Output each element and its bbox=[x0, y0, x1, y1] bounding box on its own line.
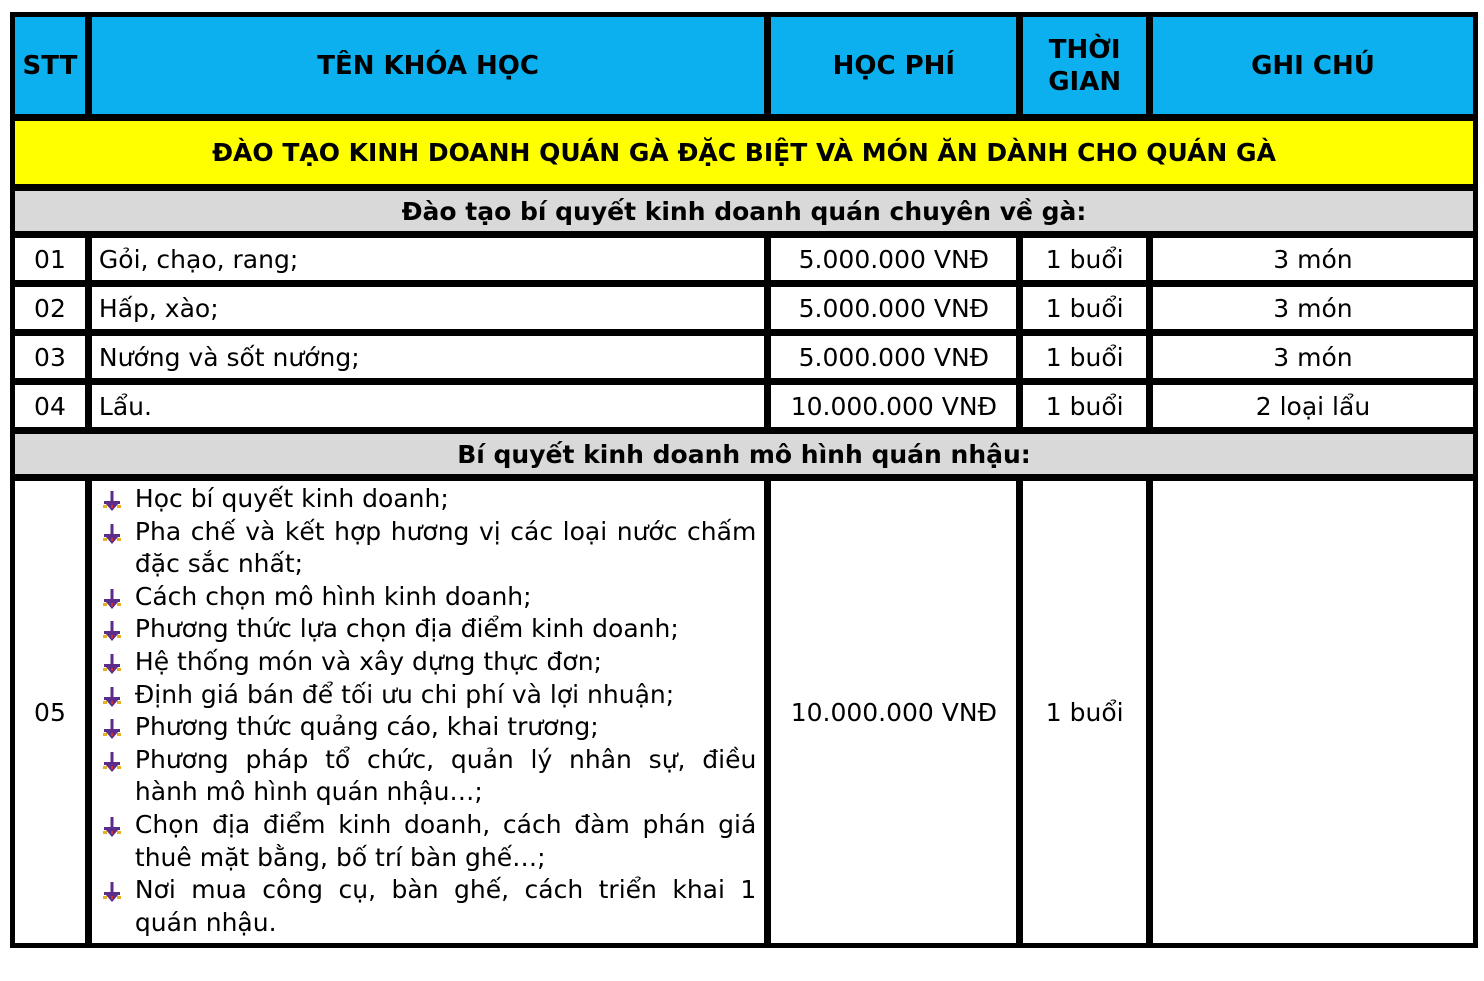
header-fee: HỌC PHÍ bbox=[769, 15, 1018, 116]
header-time-line1: THỜI bbox=[1048, 34, 1121, 65]
row-course-name: Hấp, xào; bbox=[90, 285, 766, 331]
list-item bbox=[99, 646, 756, 679]
list-item-text: Phương pháp tổ chức, quản lý nhân sự, điều hành mô hình quán nhậu…; bbox=[134, 744, 757, 807]
row-note: 3 món bbox=[1151, 285, 1475, 331]
row-stt: 04 bbox=[13, 383, 87, 429]
table-row bbox=[13, 383, 1475, 429]
list-item-text: Cách chọn mô hình kinh doanh; bbox=[134, 581, 532, 611]
list-item bbox=[99, 679, 756, 712]
list-item-text: Học bí quyết kinh doanh; bbox=[134, 484, 449, 513]
row-stt: 03 bbox=[13, 334, 87, 380]
header-note: GHI CHÚ bbox=[1151, 15, 1475, 116]
down-arrow-bullet-icon bbox=[101, 881, 123, 903]
list-item bbox=[99, 874, 756, 939]
row-time: 1 buổi bbox=[1021, 236, 1148, 282]
down-arrow-bullet-icon bbox=[101, 751, 123, 773]
list-item-text: Phương thức lựa chọn địa điểm kinh doanh; bbox=[134, 614, 679, 644]
course-fee-table-container bbox=[10, 12, 1478, 948]
section2-heading-row bbox=[13, 432, 1475, 476]
table-row bbox=[13, 285, 1475, 331]
header-course-name: TÊN KHÓA HỌC bbox=[90, 15, 766, 116]
row-course-name: Lẩu. bbox=[90, 383, 766, 429]
list-item-text: Pha chế và kết hợp hương vị các loại nước chấm đặc sắc nhất; bbox=[134, 516, 757, 579]
course-fee-table bbox=[10, 12, 1478, 948]
section2-heading: Bí quyết kinh doanh mô hình quán nhậu: bbox=[13, 432, 1475, 476]
row-fee: 10.000.000 VNĐ bbox=[769, 383, 1018, 429]
row-note: 3 món bbox=[1151, 236, 1475, 282]
row-fee: 5.000.000 VNĐ bbox=[769, 285, 1018, 331]
down-arrow-bullet-icon bbox=[101, 816, 123, 838]
header-time bbox=[1021, 15, 1148, 116]
row-time: 1 buổi bbox=[1021, 383, 1148, 429]
course-content-list bbox=[92, 481, 764, 943]
list-item-text: Chọn địa điểm kinh doanh, cách đàm phán giá thuê mặt bằng, bố trí bàn ghế…; bbox=[134, 809, 757, 872]
row-time: 1 buổi bbox=[1021, 285, 1148, 331]
list-item bbox=[99, 581, 756, 614]
list-item bbox=[99, 516, 756, 581]
row-fee: 10.000.000 VNĐ bbox=[769, 479, 1018, 945]
list-item bbox=[99, 483, 756, 516]
down-arrow-bullet-icon bbox=[101, 588, 123, 610]
row-course-name: Gỏi, chạo, rang; bbox=[90, 236, 766, 282]
list-item-text: Định giá bán để tối ưu chi phí và lợi nhuận; bbox=[134, 679, 675, 709]
row-note bbox=[1151, 479, 1475, 945]
row-note: 2 loại lẩu bbox=[1151, 383, 1475, 429]
list-item bbox=[99, 711, 756, 744]
row-course-content bbox=[90, 479, 766, 945]
header-stt: STT bbox=[13, 15, 87, 116]
row-fee: 5.000.000 VNĐ bbox=[769, 334, 1018, 380]
row-stt: 05 bbox=[13, 479, 87, 945]
down-arrow-bullet-icon bbox=[101, 686, 123, 708]
row-time: 1 buổi bbox=[1021, 479, 1148, 945]
row-course-name: Nướng và sốt nướng; bbox=[90, 334, 766, 380]
row-note: 3 món bbox=[1151, 334, 1475, 380]
list-item bbox=[99, 744, 756, 809]
header-time-line2: GIAN bbox=[1048, 66, 1122, 97]
title-row bbox=[13, 119, 1475, 186]
row-stt: 01 bbox=[13, 236, 87, 282]
section1-heading-row bbox=[13, 189, 1475, 233]
header-row bbox=[13, 15, 1475, 116]
table-row bbox=[13, 236, 1475, 282]
down-arrow-bullet-icon bbox=[101, 523, 123, 545]
down-arrow-bullet-icon bbox=[101, 490, 123, 512]
list-item-text: Hệ thống món và xây dựng thực đơn; bbox=[134, 646, 602, 676]
row-fee: 5.000.000 VNĐ bbox=[769, 236, 1018, 282]
list-item-text: Nơi mua công cụ, bàn ghế, cách triển khai 1 quán nhậu. bbox=[134, 875, 757, 937]
table-title: ĐÀO TẠO KINH DOANH QUÁN GÀ ĐẶC BIỆT VÀ MÓN ĂN DÀNH CHO QUÁN GÀ bbox=[13, 119, 1475, 186]
table-row bbox=[13, 479, 1475, 945]
section1-heading: Đào tạo bí quyết kinh doanh quán chuyên về gà: bbox=[13, 189, 1475, 233]
down-arrow-bullet-icon bbox=[101, 718, 123, 740]
list-item bbox=[99, 809, 756, 874]
row-stt: 02 bbox=[13, 285, 87, 331]
list-item bbox=[99, 613, 756, 646]
down-arrow-bullet-icon bbox=[101, 620, 123, 642]
list-item-text: Phương thức quảng cáo, khai trương; bbox=[134, 712, 599, 742]
table-row bbox=[13, 334, 1475, 380]
row-time: 1 buổi bbox=[1021, 334, 1148, 380]
down-arrow-bullet-icon bbox=[101, 653, 123, 675]
